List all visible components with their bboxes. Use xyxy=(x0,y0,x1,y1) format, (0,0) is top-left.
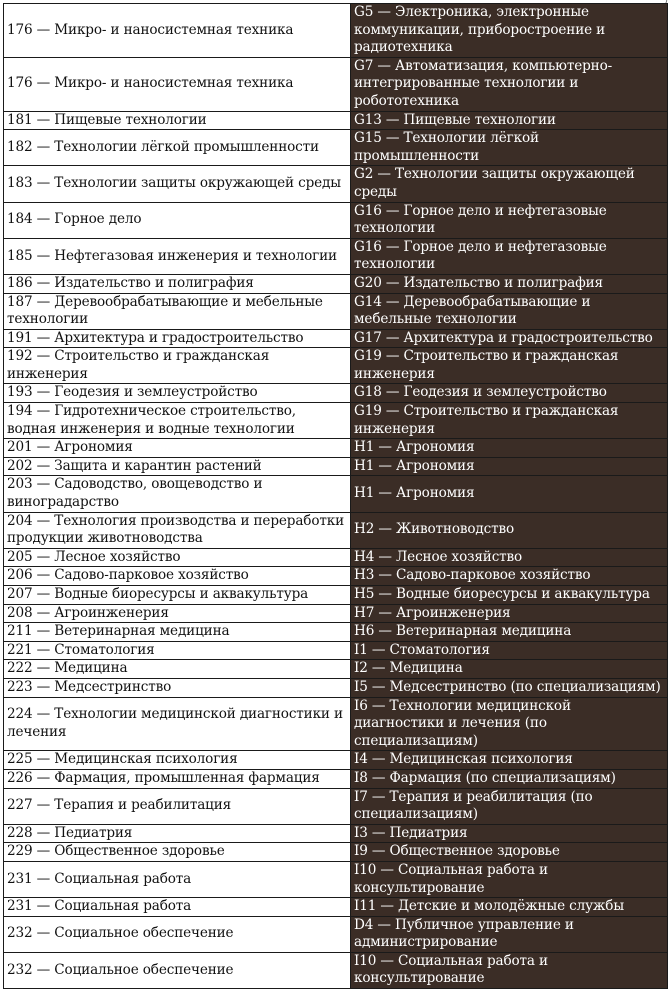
table-row xyxy=(4,130,668,166)
table-row xyxy=(4,660,668,679)
old-specialty-cell: 183 — Технологии защиты окружающей среды xyxy=(4,166,351,202)
new-specialty-cell: I7 — Терапия и реабилитация (по специализациям) xyxy=(351,788,668,824)
table-row xyxy=(4,403,668,439)
old-specialty-cell: 204 — Технология производства и переработки продукции животноводства xyxy=(4,512,351,548)
table-row xyxy=(4,57,668,111)
old-specialty-cell: 208 — Агроинженерия xyxy=(4,604,351,623)
new-specialty-cell: G19 — Строительство и гражданская инженерия xyxy=(351,403,668,439)
old-specialty-cell: 231 — Социальная работа xyxy=(4,898,351,917)
table-row xyxy=(4,439,668,458)
old-specialty-cell: 192 — Строительство и гражданская инженерия xyxy=(4,348,351,384)
table-row xyxy=(4,111,668,130)
old-specialty-cell: 205 — Лесное хозяйство xyxy=(4,548,351,567)
table-row xyxy=(4,604,668,623)
new-specialty-cell: G17 — Архитектура и градостроительство xyxy=(351,329,668,348)
table-row xyxy=(4,788,668,824)
table-row xyxy=(4,4,668,58)
new-specialty-cell: H1 — Агрономия xyxy=(351,457,668,476)
old-specialty-cell: 201 — Агрономия xyxy=(4,439,351,458)
old-specialty-cell: 184 — Горное дело xyxy=(4,202,351,238)
old-specialty-cell: 207 — Водные биоресурсы и аквакультура xyxy=(4,586,351,605)
new-specialty-cell: I4 — Медицинская психология xyxy=(351,751,668,770)
table-row xyxy=(4,769,668,788)
new-specialty-cell: G15 — Технологии лёгкой промышленности xyxy=(351,130,668,166)
table-row xyxy=(4,329,668,348)
new-specialty-cell: I3 — Педиатрия xyxy=(351,824,668,843)
new-specialty-cell: G16 — Горное дело и нефтегазовые технологии xyxy=(351,202,668,238)
table-row xyxy=(4,824,668,843)
new-specialty-cell: G2 — Технологии защиты окружающей среды xyxy=(351,166,668,202)
new-specialty-cell: I10 — Социальная работа и консультирование xyxy=(351,952,668,988)
new-specialty-cell: H1 — Агрономия xyxy=(351,476,668,512)
old-specialty-cell: 222 — Медицина xyxy=(4,660,351,679)
table-row xyxy=(4,697,668,751)
table-row xyxy=(4,916,668,952)
new-specialty-cell: I11 — Детские и молодёжные службы xyxy=(351,898,668,917)
new-specialty-cell: D4 — Публичное управление и администрирование xyxy=(351,916,668,952)
table-row xyxy=(4,238,668,274)
new-specialty-cell: I9 — Общественное здоровье xyxy=(351,843,668,862)
old-specialty-cell: 191 — Архитектура и градостроительство xyxy=(4,329,351,348)
new-specialty-cell: G5 — Электроника, электронные коммуникации, приборостроение и радиотехника xyxy=(351,4,668,58)
old-specialty-cell: 194 — Гидротехническое строительство, водная инженерия и водные технологии xyxy=(4,403,351,439)
new-specialty-cell: G7 — Автоматизация, компьютерно-интегрированные технологии и робототехника xyxy=(351,57,668,111)
table-row xyxy=(4,898,668,917)
table-row xyxy=(4,678,668,697)
new-specialty-cell: I6 — Технологии медицинской диагностики и лечения (по специализациям) xyxy=(351,697,668,751)
old-specialty-cell: 176 — Микро- и наносистемная техника xyxy=(4,57,351,111)
table-row xyxy=(4,567,668,586)
table-body xyxy=(4,4,668,989)
table-row xyxy=(4,384,668,403)
old-specialty-cell: 203 — Садоводство, овощеводство и виноградарство xyxy=(4,476,351,512)
table-row xyxy=(4,202,668,238)
new-specialty-cell: I2 — Медицина xyxy=(351,660,668,679)
old-specialty-cell: 228 — Педиатрия xyxy=(4,824,351,843)
new-specialty-cell: G16 — Горное дело и нефтегазовые технологии xyxy=(351,238,668,274)
specialty-mapping-table xyxy=(3,3,668,989)
old-specialty-cell: 224 — Технологии медицинской диагностики и лечения xyxy=(4,697,351,751)
new-specialty-cell: H5 — Водные биоресурсы и аквакультура xyxy=(351,586,668,605)
new-specialty-cell: G19 — Строительство и гражданская инженерия xyxy=(351,348,668,384)
new-specialty-cell: H6 — Ветеринарная медицина xyxy=(351,623,668,642)
table-row xyxy=(4,512,668,548)
table-row xyxy=(4,348,668,384)
old-specialty-cell: 202 — Защита и карантин растений xyxy=(4,457,351,476)
table-row xyxy=(4,861,668,897)
old-specialty-cell: 232 — Социальное обеспечение xyxy=(4,952,351,988)
table-row xyxy=(4,166,668,202)
new-specialty-cell: H1 — Агрономия xyxy=(351,439,668,458)
old-specialty-cell: 181 — Пищевые технологии xyxy=(4,111,351,130)
new-specialty-cell: H3 — Садово-парковое хозяйство xyxy=(351,567,668,586)
new-specialty-cell: G18 — Геодезия и землеустройство xyxy=(351,384,668,403)
old-specialty-cell: 185 — Нефтегазовая инженерия и технологии xyxy=(4,238,351,274)
old-specialty-cell: 229 — Общественное здоровье xyxy=(4,843,351,862)
old-specialty-cell: 206 — Садово-парковое хозяйство xyxy=(4,567,351,586)
table-row xyxy=(4,641,668,660)
old-specialty-cell: 232 — Социальное обеспечение xyxy=(4,916,351,952)
table-row xyxy=(4,293,668,329)
table-row xyxy=(4,586,668,605)
table-row xyxy=(4,548,668,567)
new-specialty-cell: G20 — Издательство и полиграфия xyxy=(351,274,668,293)
new-specialty-cell: H2 — Животноводство xyxy=(351,512,668,548)
table-row xyxy=(4,476,668,512)
table-row xyxy=(4,623,668,642)
new-specialty-cell: I8 — Фармация (по специализациям) xyxy=(351,769,668,788)
old-specialty-cell: 187 — Деревообрабатывающие и мебельные технологии xyxy=(4,293,351,329)
table-row xyxy=(4,751,668,770)
new-specialty-cell: I5 — Медсестринство (по специализациям) xyxy=(351,678,668,697)
old-specialty-cell: 193 — Геодезия и землеустройство xyxy=(4,384,351,403)
old-specialty-cell: 226 — Фармация, промышленная фармация xyxy=(4,769,351,788)
old-specialty-cell: 176 — Микро- и наносистемная техника xyxy=(4,4,351,58)
table-row xyxy=(4,274,668,293)
old-specialty-cell: 182 — Технологии лёгкой промышленности xyxy=(4,130,351,166)
old-specialty-cell: 221 — Стоматология xyxy=(4,641,351,660)
new-specialty-cell: G14 — Деревообрабатывающие и мебельные технологии xyxy=(351,293,668,329)
old-specialty-cell: 227 — Терапия и реабилитация xyxy=(4,788,351,824)
new-specialty-cell: I1 — Стоматология xyxy=(351,641,668,660)
new-specialty-cell: H4 — Лесное хозяйство xyxy=(351,548,668,567)
old-specialty-cell: 211 — Ветеринарная медицина xyxy=(4,623,351,642)
old-specialty-cell: 231 — Социальная работа xyxy=(4,861,351,897)
table-row xyxy=(4,843,668,862)
new-specialty-cell: H7 — Агроинженерия xyxy=(351,604,668,623)
old-specialty-cell: 186 — Издательство и полиграфия xyxy=(4,274,351,293)
old-specialty-cell: 225 — Медицинская психология xyxy=(4,751,351,770)
table-row xyxy=(4,952,668,988)
new-specialty-cell: G13 — Пищевые технологии xyxy=(351,111,668,130)
new-specialty-cell: I10 — Социальная работа и консультирование xyxy=(351,861,668,897)
old-specialty-cell: 223 — Медсестринство xyxy=(4,678,351,697)
table-row xyxy=(4,457,668,476)
